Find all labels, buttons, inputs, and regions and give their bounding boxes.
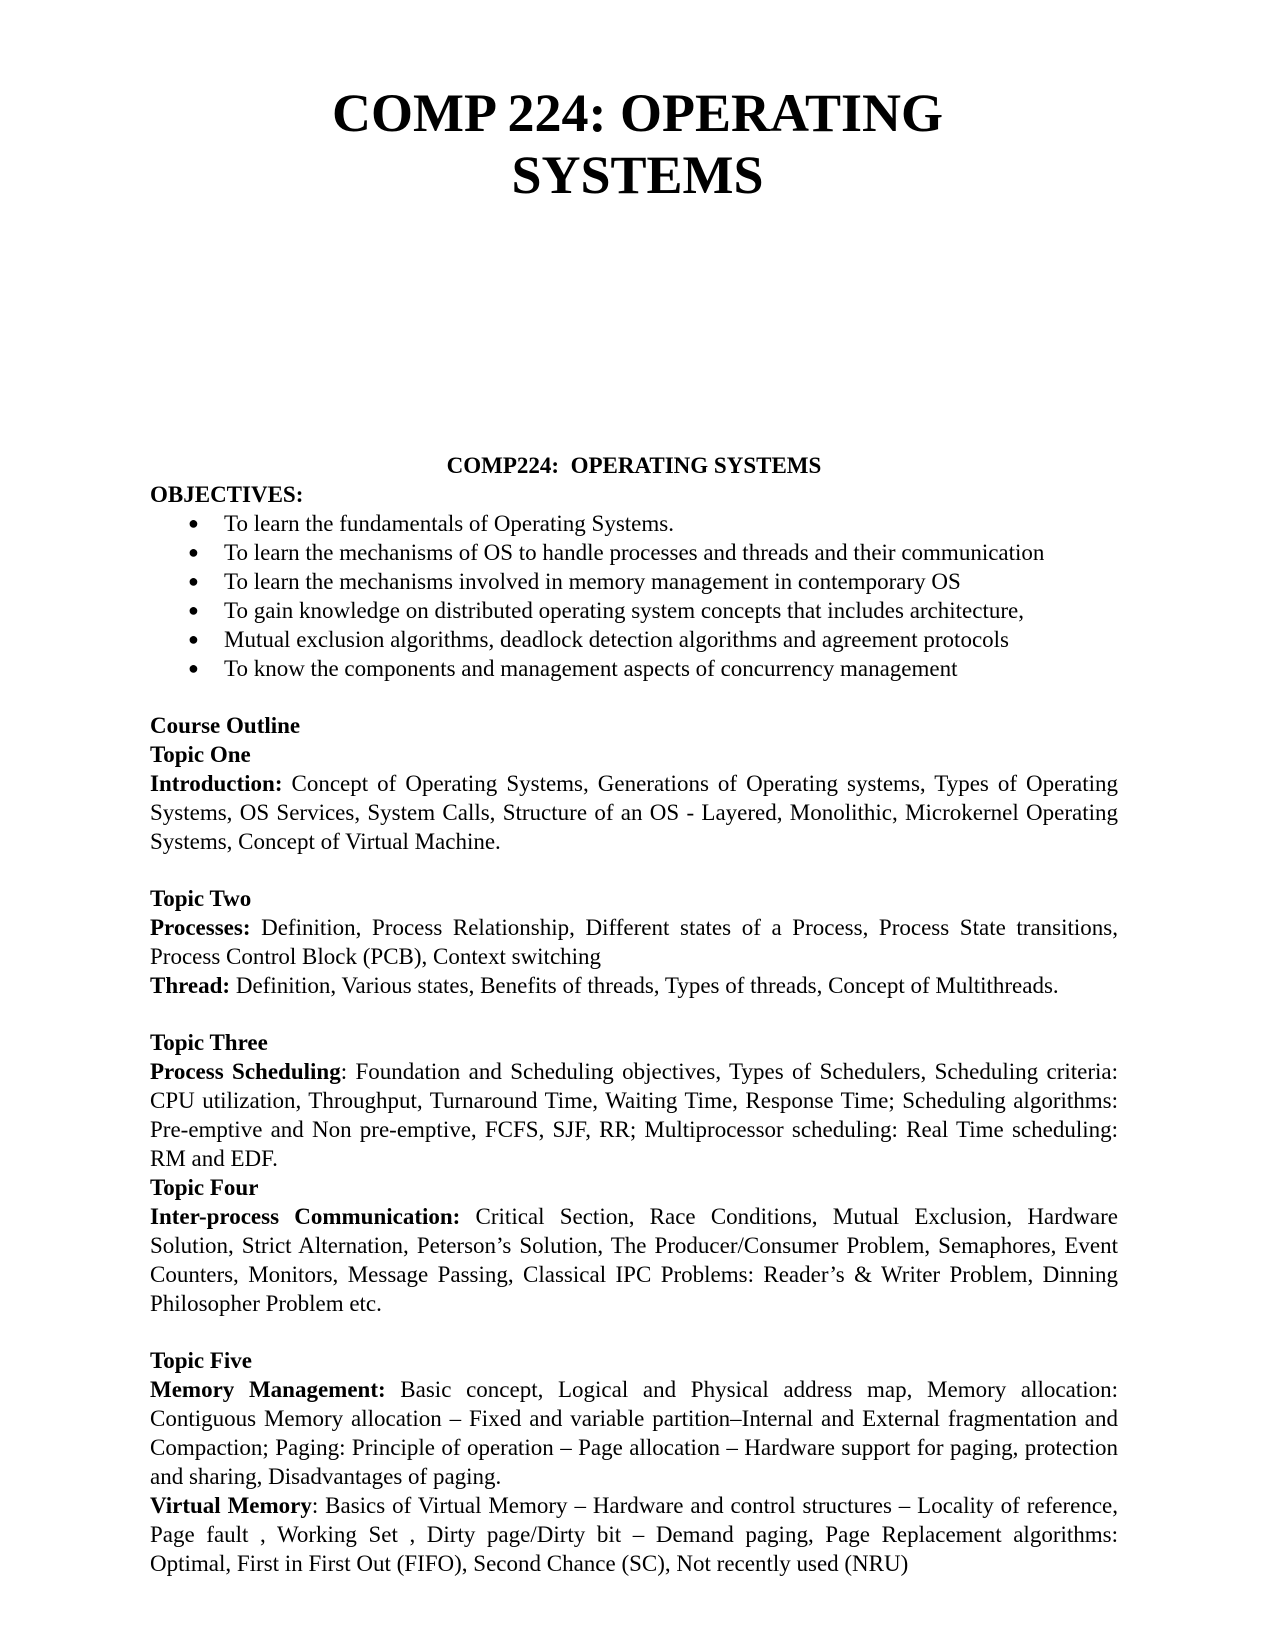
para-text: : Foundation and Scheduling objectives, Types of Schedulers, Scheduling criteria: CPU utilization, Throughput, Turnaround Time, Waiting Time, Response Time; Scheduling algorithms: Pre-emptive and Non pre-emptive, FCFS, SJF, RR; Multiprocessor scheduling: Real Time scheduling: RM and EDF. [150,1059,1118,1171]
course-subtitle: COMP224: OPERATING SYSTEMS [446,453,822,478]
para-text: Basic concept, Logical and Physical address map, Memory allocation: Contiguous Memory allocation – Fixed and variable partition–Internal and External fragmentation and Compaction; Paging: Principle of operation – Page allocation – Hardware support for paging, protection and sharing, Disadvantages of paging. [150,1377,1118,1489]
para-text: Definition, Process Relationship, Different states of a Process, Process State transitions, Process Control Block (PCB), Context switching [150,915,1118,969]
document-title-line-1: COMP 224: OPERATING [332,83,943,143]
para-text: Critical Section, Race Conditions, Mutual Exclusion, Hardware Solution, Strict Alternation, Peterson’s Solution, The Producer/Consumer Problem, Semaphores, Event Counters, Monitors, Message Passing, Classical IPC Problems: Reader’s & Writer Problem, Dinning Philosopher Problem etc. [150,1204,1118,1316]
objective-text: To learn the fundamentals of Operating Systems. [224,511,674,536]
bullet-icon: ● [188,513,199,533]
objective-item [188,596,1118,625]
para-label: Process Scheduling [150,1059,341,1084]
topic-four-heading: Topic Four [150,1175,259,1200]
topic-two-thread [150,971,1118,1000]
spacer [150,856,1118,884]
para-label: Processes: [150,915,251,940]
spacer [150,1318,1118,1346]
bullet-icon: ● [188,658,199,678]
objective-text: To know the components and management aspects of concurrency management [224,656,958,681]
topic-one-introduction [150,769,1118,856]
bullet-icon: ● [188,600,199,620]
para-label: Virtual Memory [150,1493,312,1518]
objective-item [188,567,1118,596]
para-label: Introduction: [150,771,283,796]
para-label: Thread: [150,973,231,998]
para-label: Inter-process Communication: [150,1204,461,1229]
topic-five-heading: Topic Five [150,1348,253,1373]
topic-three-process-scheduling [150,1057,1118,1173]
para-text: Concept of Operating Systems, Generations of Operating systems, Types of Operating Systems, OS Services, System Calls, Structure of an OS - Layered, Monolithic, Microkernel Operating Systems, Concept of Virtual Machine. [150,771,1118,854]
para-text: Definition, Various states, Benefits of threads, Types of threads, Concept of Multithreads. [230,973,1059,998]
course-outline-heading: Course Outline [150,713,301,738]
objectives-heading: OBJECTIVES: [150,482,304,507]
objective-text: To learn the mechanisms of OS to handle processes and threads and their communication [224,540,1045,565]
para-text: : Basics of Virtual Memory – Hardware and control structures – Locality of reference, Page fault , Working Set , Dirty page/Dirty bit – Demand paging, Page Replacement algorithms: Optimal, First in First Out (FIFO), Second Chance (SC), Not recently used (NRU) [150,1493,1118,1576]
objective-text: To learn the mechanisms involved in memory management in contemporary OS [224,569,961,594]
topic-three-heading: Topic Three [150,1030,268,1055]
objective-text: Mutual exclusion algorithms, deadlock detection algorithms and agreement protocols [224,627,1009,652]
bullet-icon: ● [188,629,199,649]
objective-item [188,625,1118,654]
document-body [150,451,1118,1578]
objective-item [188,509,1118,538]
bullet-icon: ● [188,542,199,562]
topic-four-ipc [150,1202,1118,1318]
document-title-line-2: SYSTEMS [511,145,764,205]
objective-item [188,538,1118,567]
topic-two-processes [150,913,1118,971]
objective-item [188,654,1118,683]
spacer [150,1000,1118,1028]
document-title [0,82,1275,206]
para-label: Memory Management: [150,1377,386,1402]
objectives-list [150,509,1118,683]
topic-two-heading: Topic Two [150,886,252,911]
spacer [150,683,1118,711]
objective-text: To gain knowledge on distributed operating system concepts that includes architecture, [224,598,1024,623]
bullet-icon: ● [188,571,199,591]
topic-five-virtual-memory [150,1491,1118,1578]
topic-five-memory-management [150,1375,1118,1491]
topic-one-heading: Topic One [150,742,251,767]
